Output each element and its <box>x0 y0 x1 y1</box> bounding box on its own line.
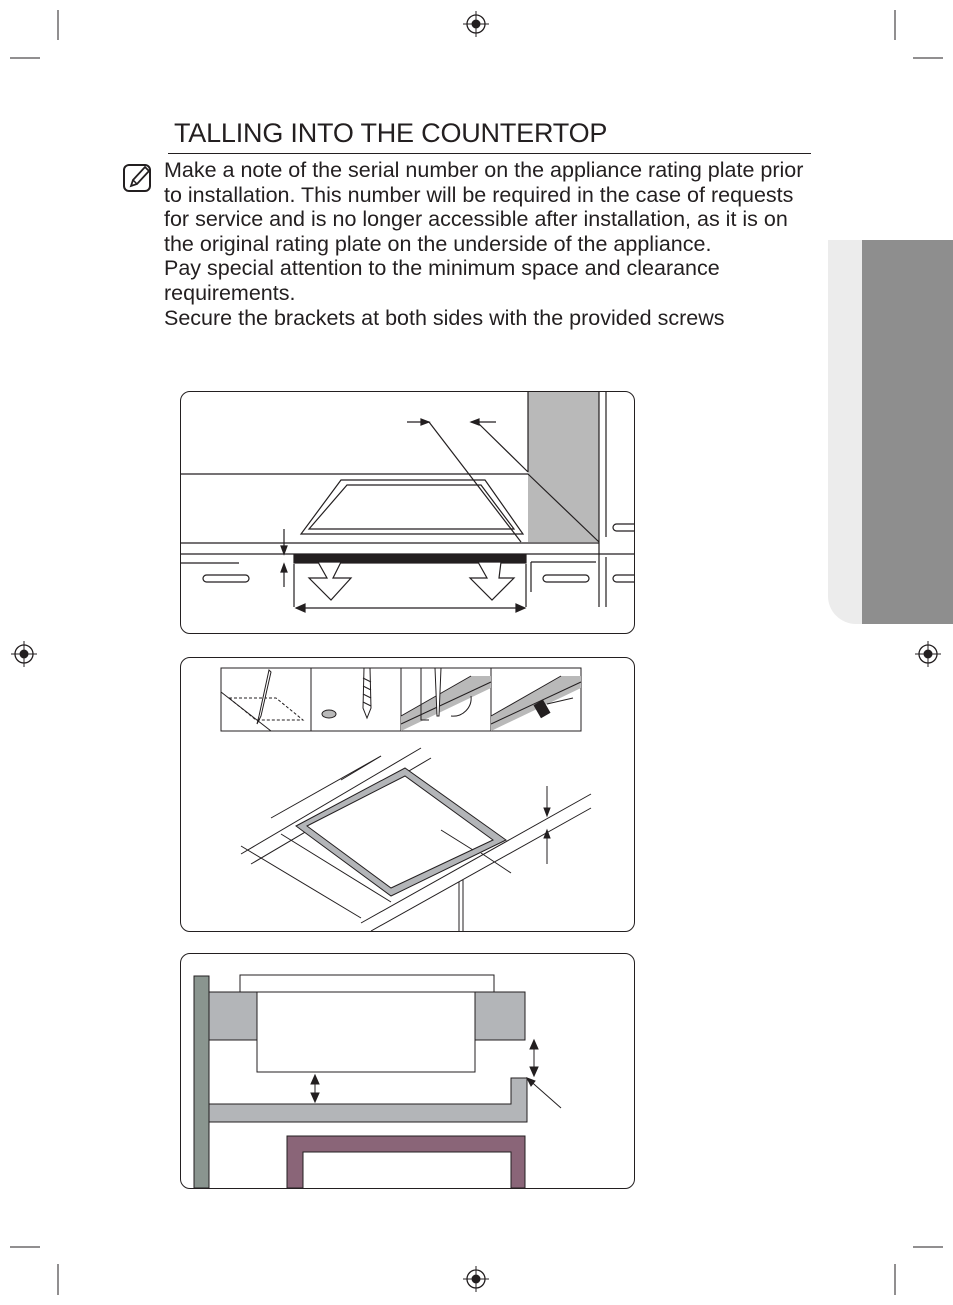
cabinet-frame <box>287 1136 525 1188</box>
figure-cutout-steps <box>180 657 635 932</box>
section-heading: TALLING INTO THE COUNTERTOP <box>174 118 608 148</box>
figure-cross-section <box>180 953 635 1189</box>
registration-mark-left <box>11 641 37 667</box>
countertop-clearance-diagram <box>181 392 634 633</box>
marking-step-icon <box>229 698 303 720</box>
figure-countertop-clearance <box>180 391 635 634</box>
note-text <box>164 158 814 330</box>
heading-rule <box>168 153 811 154</box>
registration-mark-bottom <box>463 1266 489 1292</box>
cross-section-diagram <box>181 954 634 1188</box>
note-pencil-icon <box>122 162 154 194</box>
cutout-steps-diagram <box>181 658 634 931</box>
note-paragraph-brackets: Secure the brackets at both sides with the provided screws <box>164 305 725 330</box>
drill-bit-icon <box>363 668 371 718</box>
note-paragraph-serial: Make a note of the serial number on the appliance rating plate prior to installation. This number will be required in the case of requests for service and is no longer accessible after installation, as it is on the original rating plate on the underside of the appliance. <box>164 158 804 256</box>
registration-mark-top <box>463 11 489 37</box>
drill-hole-icon <box>322 710 336 718</box>
note-paragraph-clearance: Pay special attention to the minimum space and clearance requirements. <box>164 256 720 305</box>
side-tab <box>862 240 953 624</box>
wall <box>194 976 209 1188</box>
registration-mark-right <box>915 641 941 667</box>
